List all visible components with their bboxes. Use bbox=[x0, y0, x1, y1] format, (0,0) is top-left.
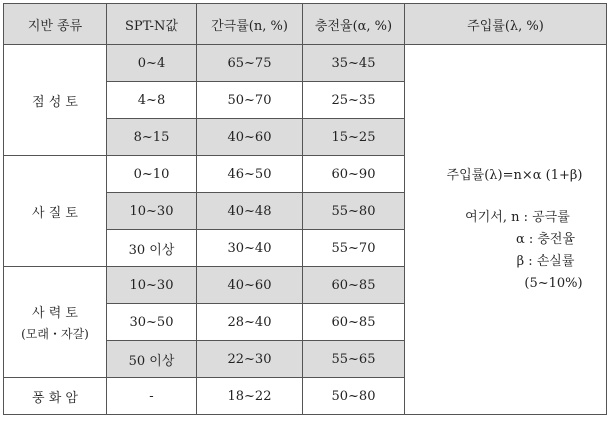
fill-cell: 35~45 bbox=[303, 45, 405, 82]
spt-cell: 4~8 bbox=[107, 82, 197, 119]
porosity-cell: 50~70 bbox=[197, 82, 303, 119]
soil-type-name: 사 력 토 bbox=[32, 306, 78, 321]
soil-type-name: 사 질 토 bbox=[32, 205, 78, 221]
spt-cell: 0~10 bbox=[107, 156, 197, 193]
formula-equation: 주입률(λ)=n×α (1+β) bbox=[446, 167, 583, 183]
porosity-cell: 65~75 bbox=[197, 45, 303, 82]
header-row bbox=[4, 4, 607, 45]
fill-cell: 55~70 bbox=[303, 230, 405, 267]
soil-type-name: 풍 화 암 bbox=[32, 390, 78, 406]
spt-cell: 30~50 bbox=[107, 304, 197, 341]
porosity-cell: 22~30 bbox=[197, 341, 303, 378]
fill-cell: 55~80 bbox=[303, 193, 405, 230]
porosity-cell: 28~40 bbox=[197, 304, 303, 341]
soil-type-subtitle: (모래・자갈) bbox=[21, 327, 89, 341]
fill-cell: 60~90 bbox=[303, 156, 405, 193]
porosity-cell: 30~40 bbox=[197, 230, 303, 267]
table-container bbox=[3, 3, 607, 415]
soil-type-cell bbox=[4, 45, 107, 156]
spt-cell: - bbox=[107, 378, 197, 415]
header-porosity: 간극률(n, %) bbox=[197, 4, 303, 45]
formula-block bbox=[405, 165, 606, 295]
fill-cell: 25~35 bbox=[303, 82, 405, 119]
porosity-cell: 18~22 bbox=[197, 378, 303, 415]
fill-cell: 60~85 bbox=[303, 267, 405, 304]
spt-cell: 30 이상 bbox=[107, 230, 197, 267]
formula-beta-range: (5~10%) bbox=[524, 275, 583, 291]
fill-cell: 50~80 bbox=[303, 378, 405, 415]
soil-type-cell bbox=[4, 267, 107, 378]
spt-cell: 10~30 bbox=[107, 193, 197, 230]
porosity-cell: 40~48 bbox=[197, 193, 303, 230]
header-soil-type: 지반 종류 bbox=[4, 4, 107, 45]
spt-cell: 50 이상 bbox=[107, 341, 197, 378]
fill-cell: 15~25 bbox=[303, 119, 405, 156]
grout-injection-table bbox=[3, 3, 607, 415]
porosity-cell: 40~60 bbox=[197, 267, 303, 304]
header-fill-rate: 충전율(α, %) bbox=[303, 4, 405, 45]
formula-where-n: 여기서, n : 공극률 bbox=[465, 209, 570, 225]
soil-type-name: 점 성 토 bbox=[32, 94, 78, 110]
spt-cell: 0~4 bbox=[107, 45, 197, 82]
spt-cell: 8~15 bbox=[107, 119, 197, 156]
porosity-cell: 40~60 bbox=[197, 119, 303, 156]
formula-alpha: α : 충전율 bbox=[515, 231, 576, 247]
soil-type-cell bbox=[4, 156, 107, 267]
header-injection-rate: 주입률(λ, %) bbox=[405, 4, 607, 45]
formula-cell bbox=[405, 45, 607, 415]
porosity-cell: 46~50 bbox=[197, 156, 303, 193]
spt-cell: 10~30 bbox=[107, 267, 197, 304]
header-spt-n: SPT-N값 bbox=[107, 4, 197, 45]
soil-type-cell bbox=[4, 378, 107, 415]
fill-cell: 60~85 bbox=[303, 304, 405, 341]
formula-beta: β : 손실률 bbox=[516, 253, 575, 269]
fill-cell: 55~65 bbox=[303, 341, 405, 378]
table-row bbox=[4, 45, 607, 82]
